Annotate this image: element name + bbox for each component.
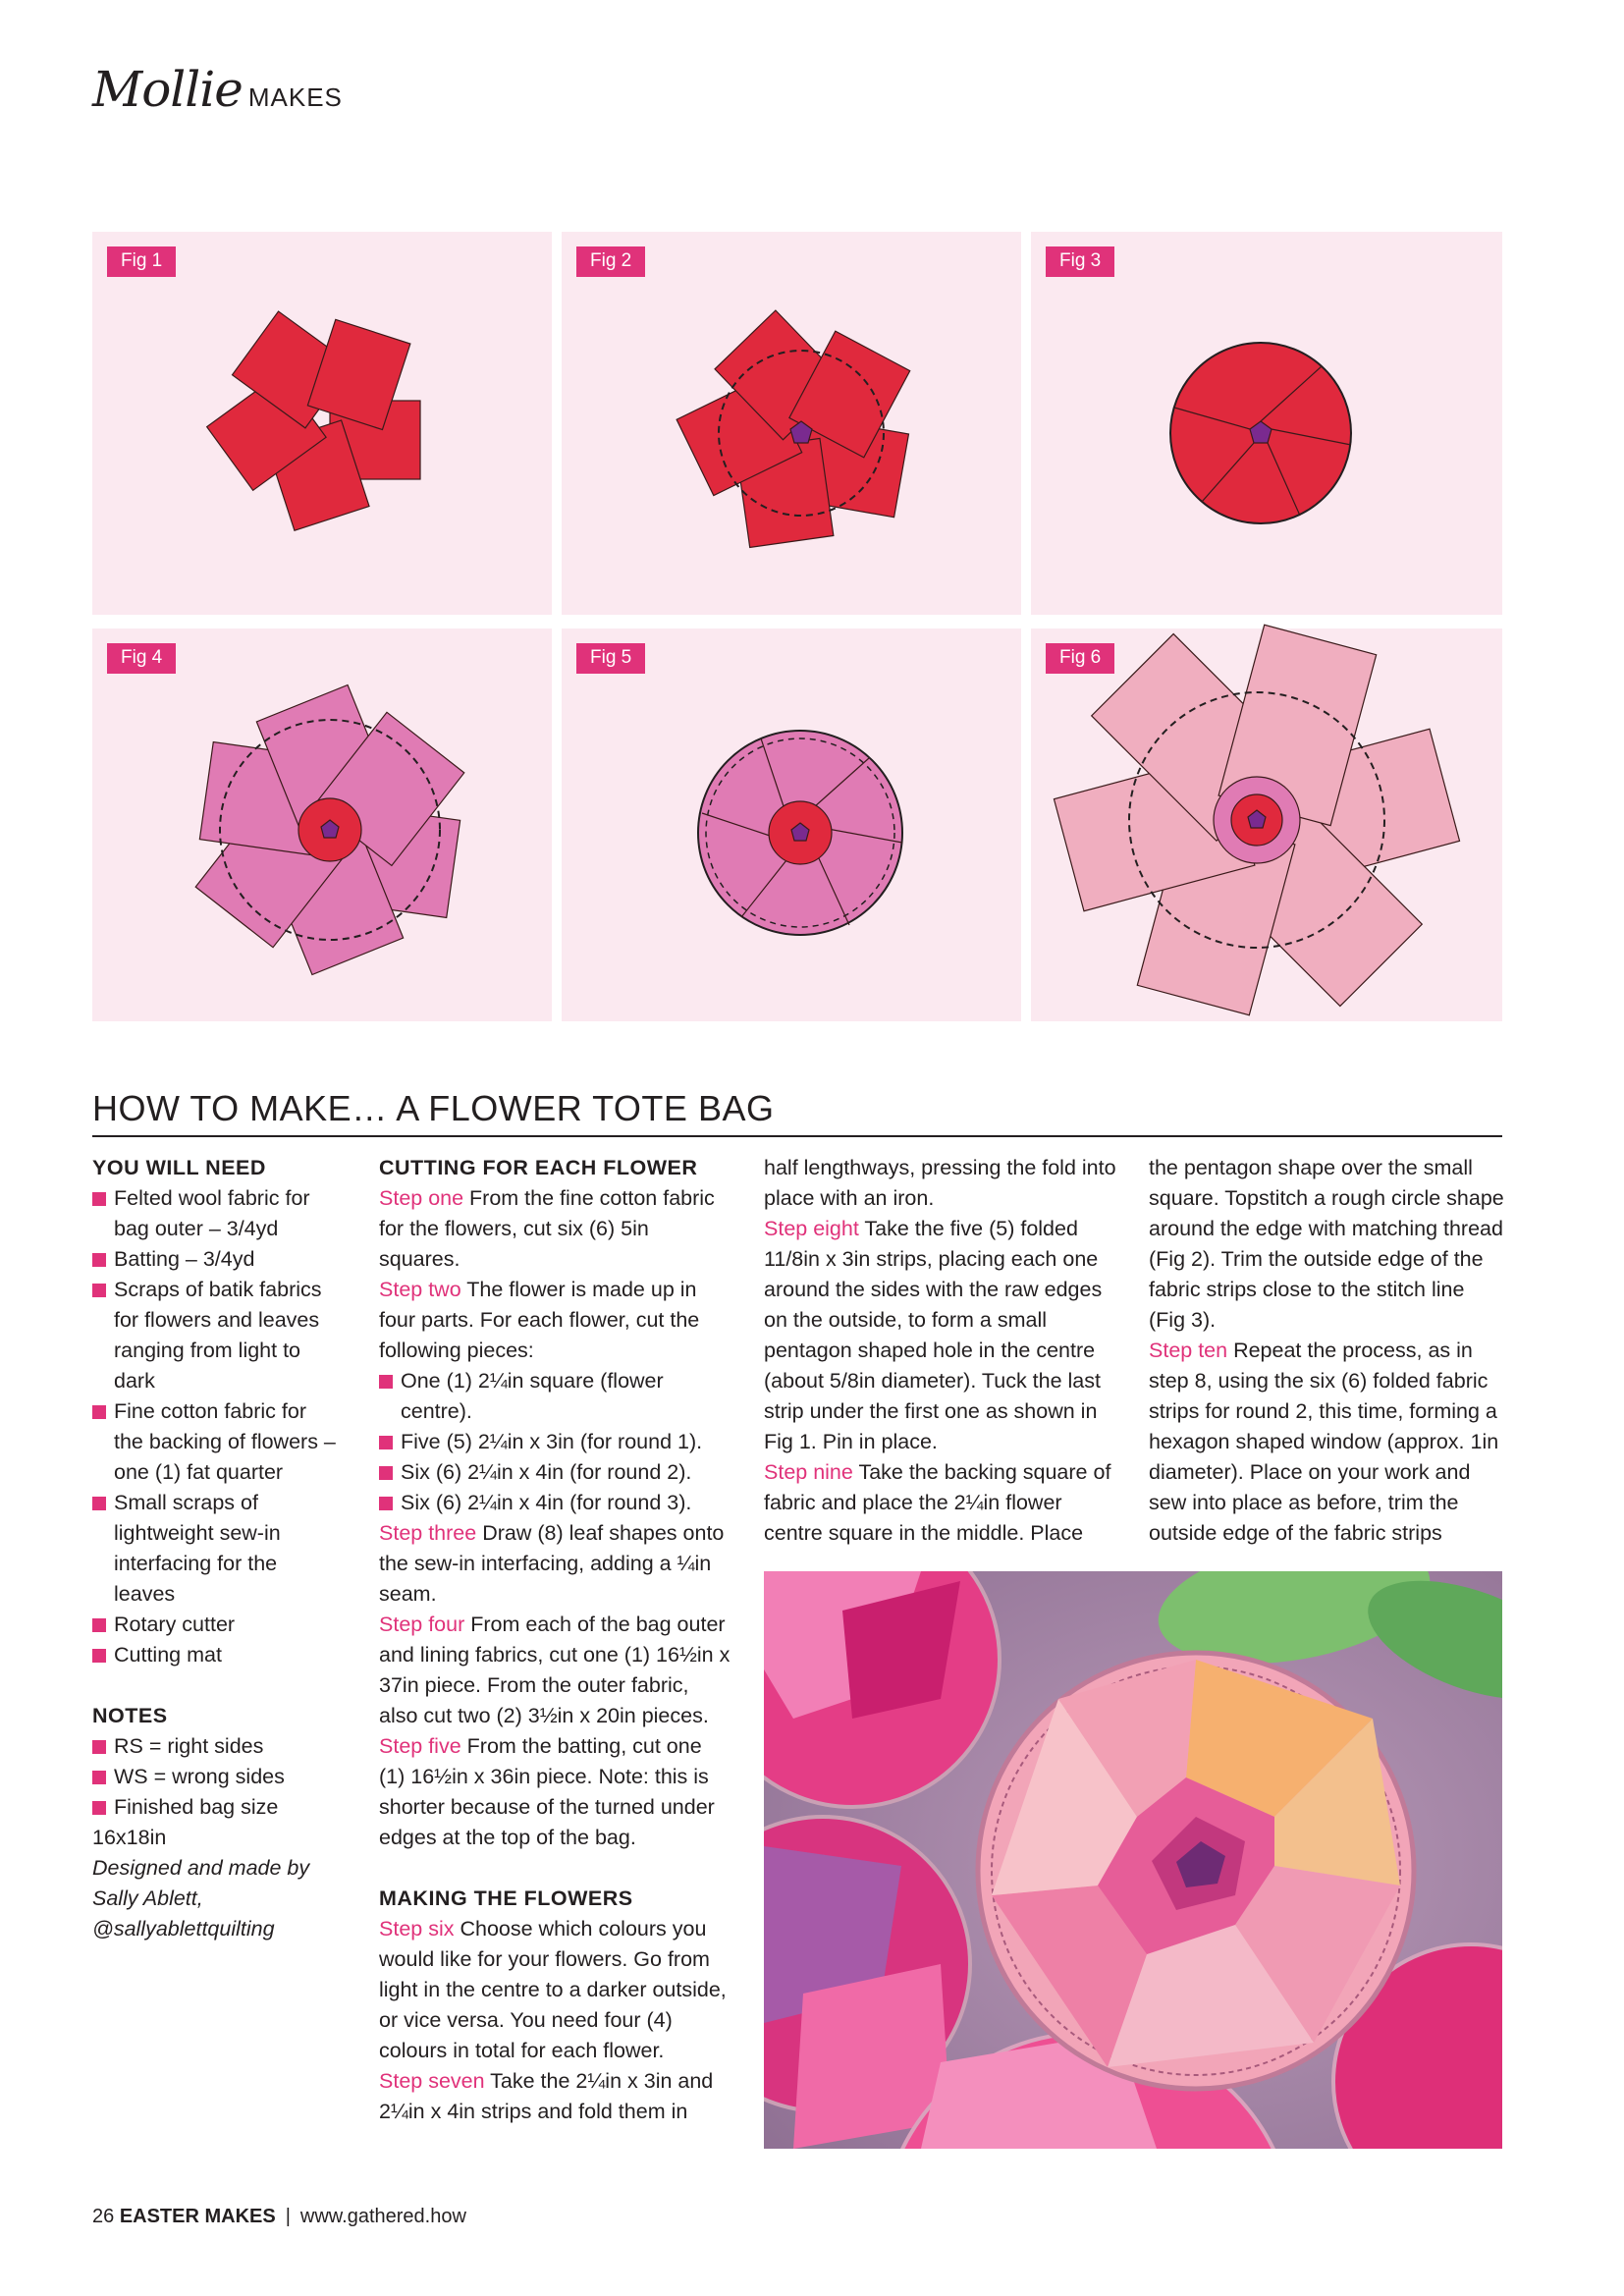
step-label: Step four xyxy=(379,1613,465,1636)
fig-label: Fig 4 xyxy=(107,643,176,674)
notes-list xyxy=(92,1731,338,1823)
column-cutting xyxy=(379,1153,732,2127)
fig-label: Fig 3 xyxy=(1046,246,1114,277)
list-item: Felted wool fabric for bag outer – 3/4yd xyxy=(92,1183,338,1244)
figure-4 xyxy=(92,629,552,1021)
list-item: One (1) 2¼in square (flower centre). xyxy=(379,1366,732,1427)
column-steps-a xyxy=(764,1153,1117,1549)
list-item: Fine cotton fabric for the backing of flowers – one (1) fat quarter xyxy=(92,1396,338,1488)
magazine-logo xyxy=(92,61,343,120)
list-item: Six (6) 2¼in x 4in (for round 3). xyxy=(379,1488,732,1518)
notes-title: NOTES xyxy=(92,1704,168,1727)
step-label: Step two xyxy=(379,1278,461,1301)
step-text: From the fine cotton fabric for the flowers, cut six (6) 5in squares. xyxy=(379,1186,715,1271)
list-item: Cutting mat xyxy=(92,1640,338,1670)
figure-2 xyxy=(562,232,1021,615)
figure-3 xyxy=(1031,232,1502,615)
fig5-illustration xyxy=(562,629,1021,1021)
logo-word: MAKES xyxy=(247,82,343,112)
step-label: Step six xyxy=(379,1917,455,1941)
quilted-flower-photo xyxy=(764,1571,1502,2149)
step-label: Step one xyxy=(379,1186,464,1210)
fig-label: Fig 5 xyxy=(576,643,645,674)
fig-label: Fig 6 xyxy=(1046,643,1114,674)
step-text: Take the five (5) folded 11/8in x 3in strips, placing each one around the sides with the raw edges on the outside, to form a small pentagon shaped hole in the centre (about 5/8in diameter). Tuck the last strip under the first one as shown in Fig 1. Pin in place. xyxy=(764,1217,1103,1453)
column-needs xyxy=(92,1153,338,1944)
fig2-illustration xyxy=(562,232,1021,615)
credit-handle: @sallyablettquilting xyxy=(92,1917,275,1941)
continued-text: the pentagon shape over the small square. Topstitch a rough circle shape around the edge with matching thread (Fig 2). Trim the outside edge of the fabric strips close to the stitch line (Fig 3). xyxy=(1149,1156,1504,1332)
credit-line: Designed and made by xyxy=(92,1856,310,1880)
credit-line: Sally Ablett, xyxy=(92,1886,203,1910)
you-will-need-title: YOU WILL NEED xyxy=(92,1156,266,1179)
step-text: From the batting, cut one (1) 16½in x 36in piece. Note: this is shorter because of the turned under edges at the top of the bag. xyxy=(379,1734,715,1849)
step-text: Take the 2¼in x 3in and 2¼in x 4in strips and fold them in xyxy=(379,2069,714,2123)
bag-size: 16x18in xyxy=(92,1826,167,1849)
page-footer xyxy=(92,2206,466,2228)
fig6-illustration xyxy=(1031,629,1502,1021)
flower-photo-illustration xyxy=(764,1571,1502,2149)
footer-url: www.gathered.how xyxy=(299,2206,466,2227)
fig1-illustration xyxy=(92,232,552,615)
list-item: Finished bag size xyxy=(92,1792,338,1823)
making-title: MAKING THE FLOWERS xyxy=(379,1886,633,1910)
step-label: Step three xyxy=(379,1521,477,1545)
footer-separator: | xyxy=(285,2206,291,2227)
page-title: HOW TO MAKE… A FLOWER TOTE BAG xyxy=(92,1088,1502,1137)
list-item: Batting – 3/4yd xyxy=(92,1244,338,1275)
list-item: Six (6) 2¼in x 4in (for round 2). xyxy=(379,1457,732,1488)
step-text: Take the backing square of fabric and place the 2¼in flower centre square in the middle. Place xyxy=(764,1460,1111,1545)
cutting-list xyxy=(379,1366,732,1518)
step-label: Step eight xyxy=(764,1217,859,1240)
list-item: Five (5) 2¼in x 3in (for round 1). xyxy=(379,1427,732,1457)
fig4-illustration xyxy=(92,629,552,1021)
step-label: Step nine xyxy=(764,1460,853,1484)
column-steps-b xyxy=(1149,1153,1504,1549)
step-text: The flower is made up in four parts. For each flower, cut the following pieces: xyxy=(379,1278,700,1362)
step-label: Step ten xyxy=(1149,1339,1228,1362)
fig-label: Fig 2 xyxy=(576,246,645,277)
page-number: 26 xyxy=(92,2206,115,2227)
step-label: Step five xyxy=(379,1734,461,1758)
continued-text: half lengthways, pressing the fold into place with an iron. xyxy=(764,1156,1116,1210)
step-text: From each of the bag outer and lining fabrics, cut one (1) 16½in x 37in piece. From the outer fabric, also cut two (2) 3½in x 20in pieces. xyxy=(379,1613,731,1727)
fig-label: Fig 1 xyxy=(107,246,176,277)
figure-5 xyxy=(562,629,1021,1021)
list-item: Small scraps of lightweight sew-in interfacing for the leaves xyxy=(92,1488,338,1610)
magazine-section: EASTER MAKES xyxy=(119,2206,276,2227)
figure-1 xyxy=(92,232,552,615)
logo-script: Mollie xyxy=(92,61,243,118)
step-text: Draw (8) leaf shapes onto the sew-in interfacing, adding a ¼in seam. xyxy=(379,1521,725,1606)
step-label: Step seven xyxy=(379,2069,485,2093)
list-item: WS = wrong sides xyxy=(92,1762,338,1792)
cutting-title: CUTTING FOR EACH FLOWER xyxy=(379,1156,698,1179)
step-text: Choose which colours you would like for your flowers. Go from light in the centre to a darker outside, or vice versa. You need four (4) colours in total for each flower. xyxy=(379,1917,727,2062)
fig3-illustration xyxy=(1031,232,1502,615)
materials-list xyxy=(92,1183,338,1670)
step-text: Repeat the process, as in step 8, using the six (6) folded fabric strips for round 2, this time, forming a hexagon shaped window (approx. 1in diameter). Place on your work and sew into place as before, trim the outside edge of the fabric strips xyxy=(1149,1339,1499,1545)
list-item: Scraps of batik fabrics for flowers and leaves ranging from light to dark xyxy=(92,1275,338,1396)
list-item: Rotary cutter xyxy=(92,1610,338,1640)
list-item: RS = right sides xyxy=(92,1731,338,1762)
figure-6 xyxy=(1031,629,1502,1021)
